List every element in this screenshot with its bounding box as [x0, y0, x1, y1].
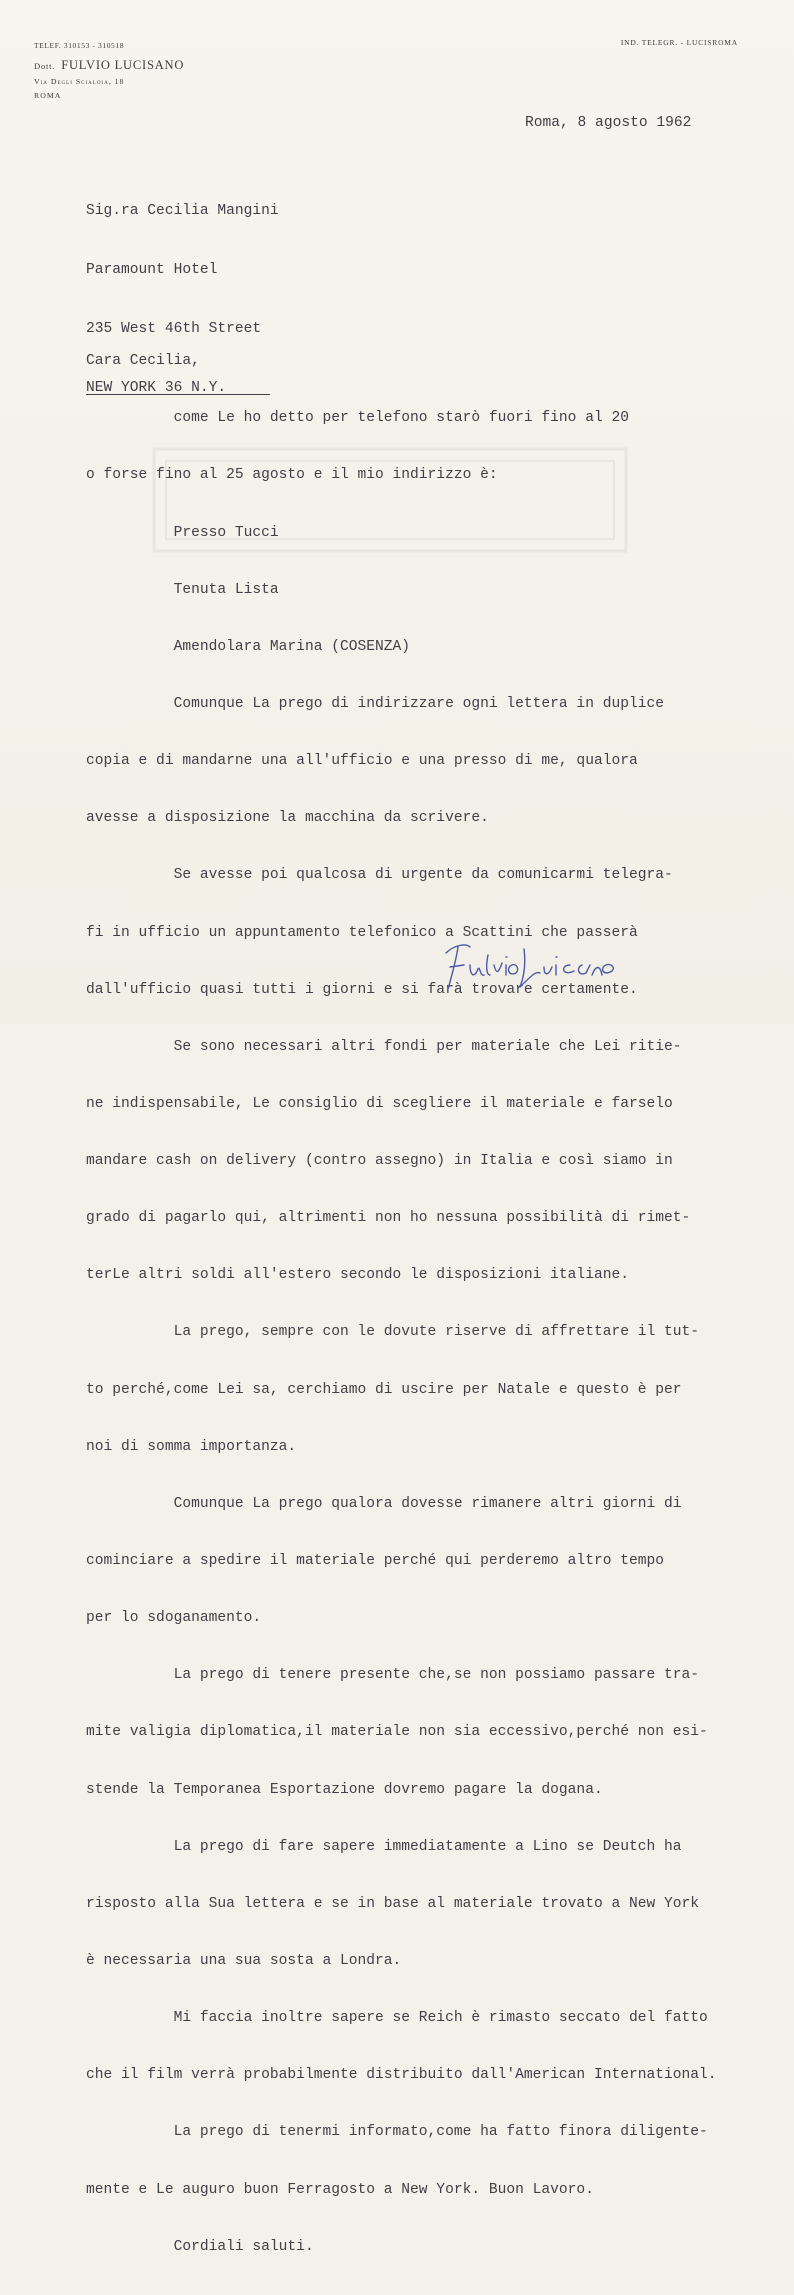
- letterhead-street: Via Degli Scialoia, 18: [34, 77, 125, 86]
- body-line: dall'ufficio quasi tutti i giorni e si farà trovare certamente.: [86, 981, 638, 998]
- body-line: Cara Cecilia,: [86, 353, 200, 370]
- handwritten-signature: [440, 935, 618, 995]
- body-line: o forse fino al 25 agosto e il mio indirizzo è:: [86, 467, 498, 484]
- body-line: Presso Tucci: [86, 524, 279, 541]
- body-line: Se avesse poi qualcosa di urgente da comunicarmi telegra-: [86, 867, 673, 884]
- body-line: risposto alla Sua lettera e se in base al materiale trovato a New York: [86, 1895, 700, 1912]
- body-line: è necessaria una sua sosta a Londra.: [86, 1953, 402, 1970]
- body-line: La prego di tenere presente che,se non possiamo passare tra-: [86, 1667, 700, 1684]
- body-line: Se sono necessari altri fondi per materiale che Lei ritie-: [86, 1038, 682, 1055]
- body-line: ne indispensabile, Le consiglio di scegliere il materiale e farselo: [86, 1095, 673, 1112]
- body-line: Comunque La prego qualora dovesse rimanere altri giorni di: [86, 1495, 682, 1512]
- body-line: terLe altri soldi all'estero secondo le disposizioni italiane.: [86, 1267, 629, 1284]
- body-line: grado di pagarlo qui, altrimenti non ho nessuna possibilità di rimet-: [86, 1210, 691, 1227]
- body-line: che il film verrà probabilmente distribuito dall'American International.: [86, 2067, 717, 2084]
- letterhead-name: [34, 59, 184, 72]
- body-line: fi in ufficio un appuntamento telefonico a Scattini che passerà: [86, 924, 638, 941]
- body-line: Comunque La prego di indirizzare ogni lettera in duplice: [86, 695, 665, 712]
- letterhead-city: ROMA: [34, 90, 62, 100]
- address-line: Paramount Hotel: [86, 261, 218, 278]
- letterhead-title: Dott.: [34, 60, 56, 71]
- letter-date: Roma, 8 agosto 1962: [525, 115, 692, 131]
- letterhead-phone: TELEF. 310153 - 310518: [34, 41, 125, 50]
- body-line: avesse a disposizione la macchina da scrivere.: [86, 810, 489, 827]
- letterhead: [34, 42, 184, 100]
- body-line: La prego di tenermi informato,come ha fatto finora diligente-: [86, 2124, 708, 2141]
- body-line: copia e di mandarne una all'ufficio e una presso di me, qualora: [86, 753, 638, 770]
- address-line: 235 West 46th Street: [86, 320, 262, 337]
- address-line: Sig.ra Cecilia Mangini: [86, 203, 279, 220]
- body-line: cominciare a spedire il materiale perché qui perderemo altro tempo: [86, 1553, 665, 1570]
- body-line: Mi faccia inoltre sapere se Reich è rimasto seccato del fatto: [86, 2010, 708, 2027]
- body-line: to perché,come Lei sa, cerchiamo di uscire per Natale e questo è per: [86, 1381, 682, 1398]
- address-line: NEW YORK 36 N.Y.: [86, 379, 270, 396]
- body-line: stende la Temporanea Esportazione dovremo pagare la dogana.: [86, 1781, 603, 1798]
- body-line: mente e Le auguro buon Ferragosto a New York. Buon Lavoro.: [86, 2181, 594, 2198]
- body-line: mite valigia diplomatica,il materiale non sia eccessivo,perché non esi-: [86, 1724, 708, 1741]
- body-line: Tenuta Lista: [86, 581, 279, 598]
- body-line: Amendolara Marina (COSENZA): [86, 638, 411, 655]
- body-line: come Le ho detto per telefono starò fuori fino al 20: [86, 410, 629, 427]
- body-line: La prego di fare sapere immediatamente a Lino se Deutch ha: [86, 1838, 682, 1855]
- letterhead-telegram: IND. TELEGR. - LUCISROMA: [620, 38, 738, 47]
- letterhead-name-text: FULVIO LUCISANO: [61, 57, 185, 72]
- body-line: La prego, sempre con le dovute riserve di affrettare il tut-: [86, 1324, 700, 1341]
- body-line: noi di somma importanza.: [86, 1438, 297, 1455]
- body-line: per lo sdoganamento.: [86, 1610, 262, 1627]
- letter-body: [86, 314, 717, 2295]
- body-line: Cordiali saluti.: [86, 2238, 314, 2255]
- body-line: mandare cash on delivery (contro assegno) in Italia e così siamo in: [86, 1153, 673, 1170]
